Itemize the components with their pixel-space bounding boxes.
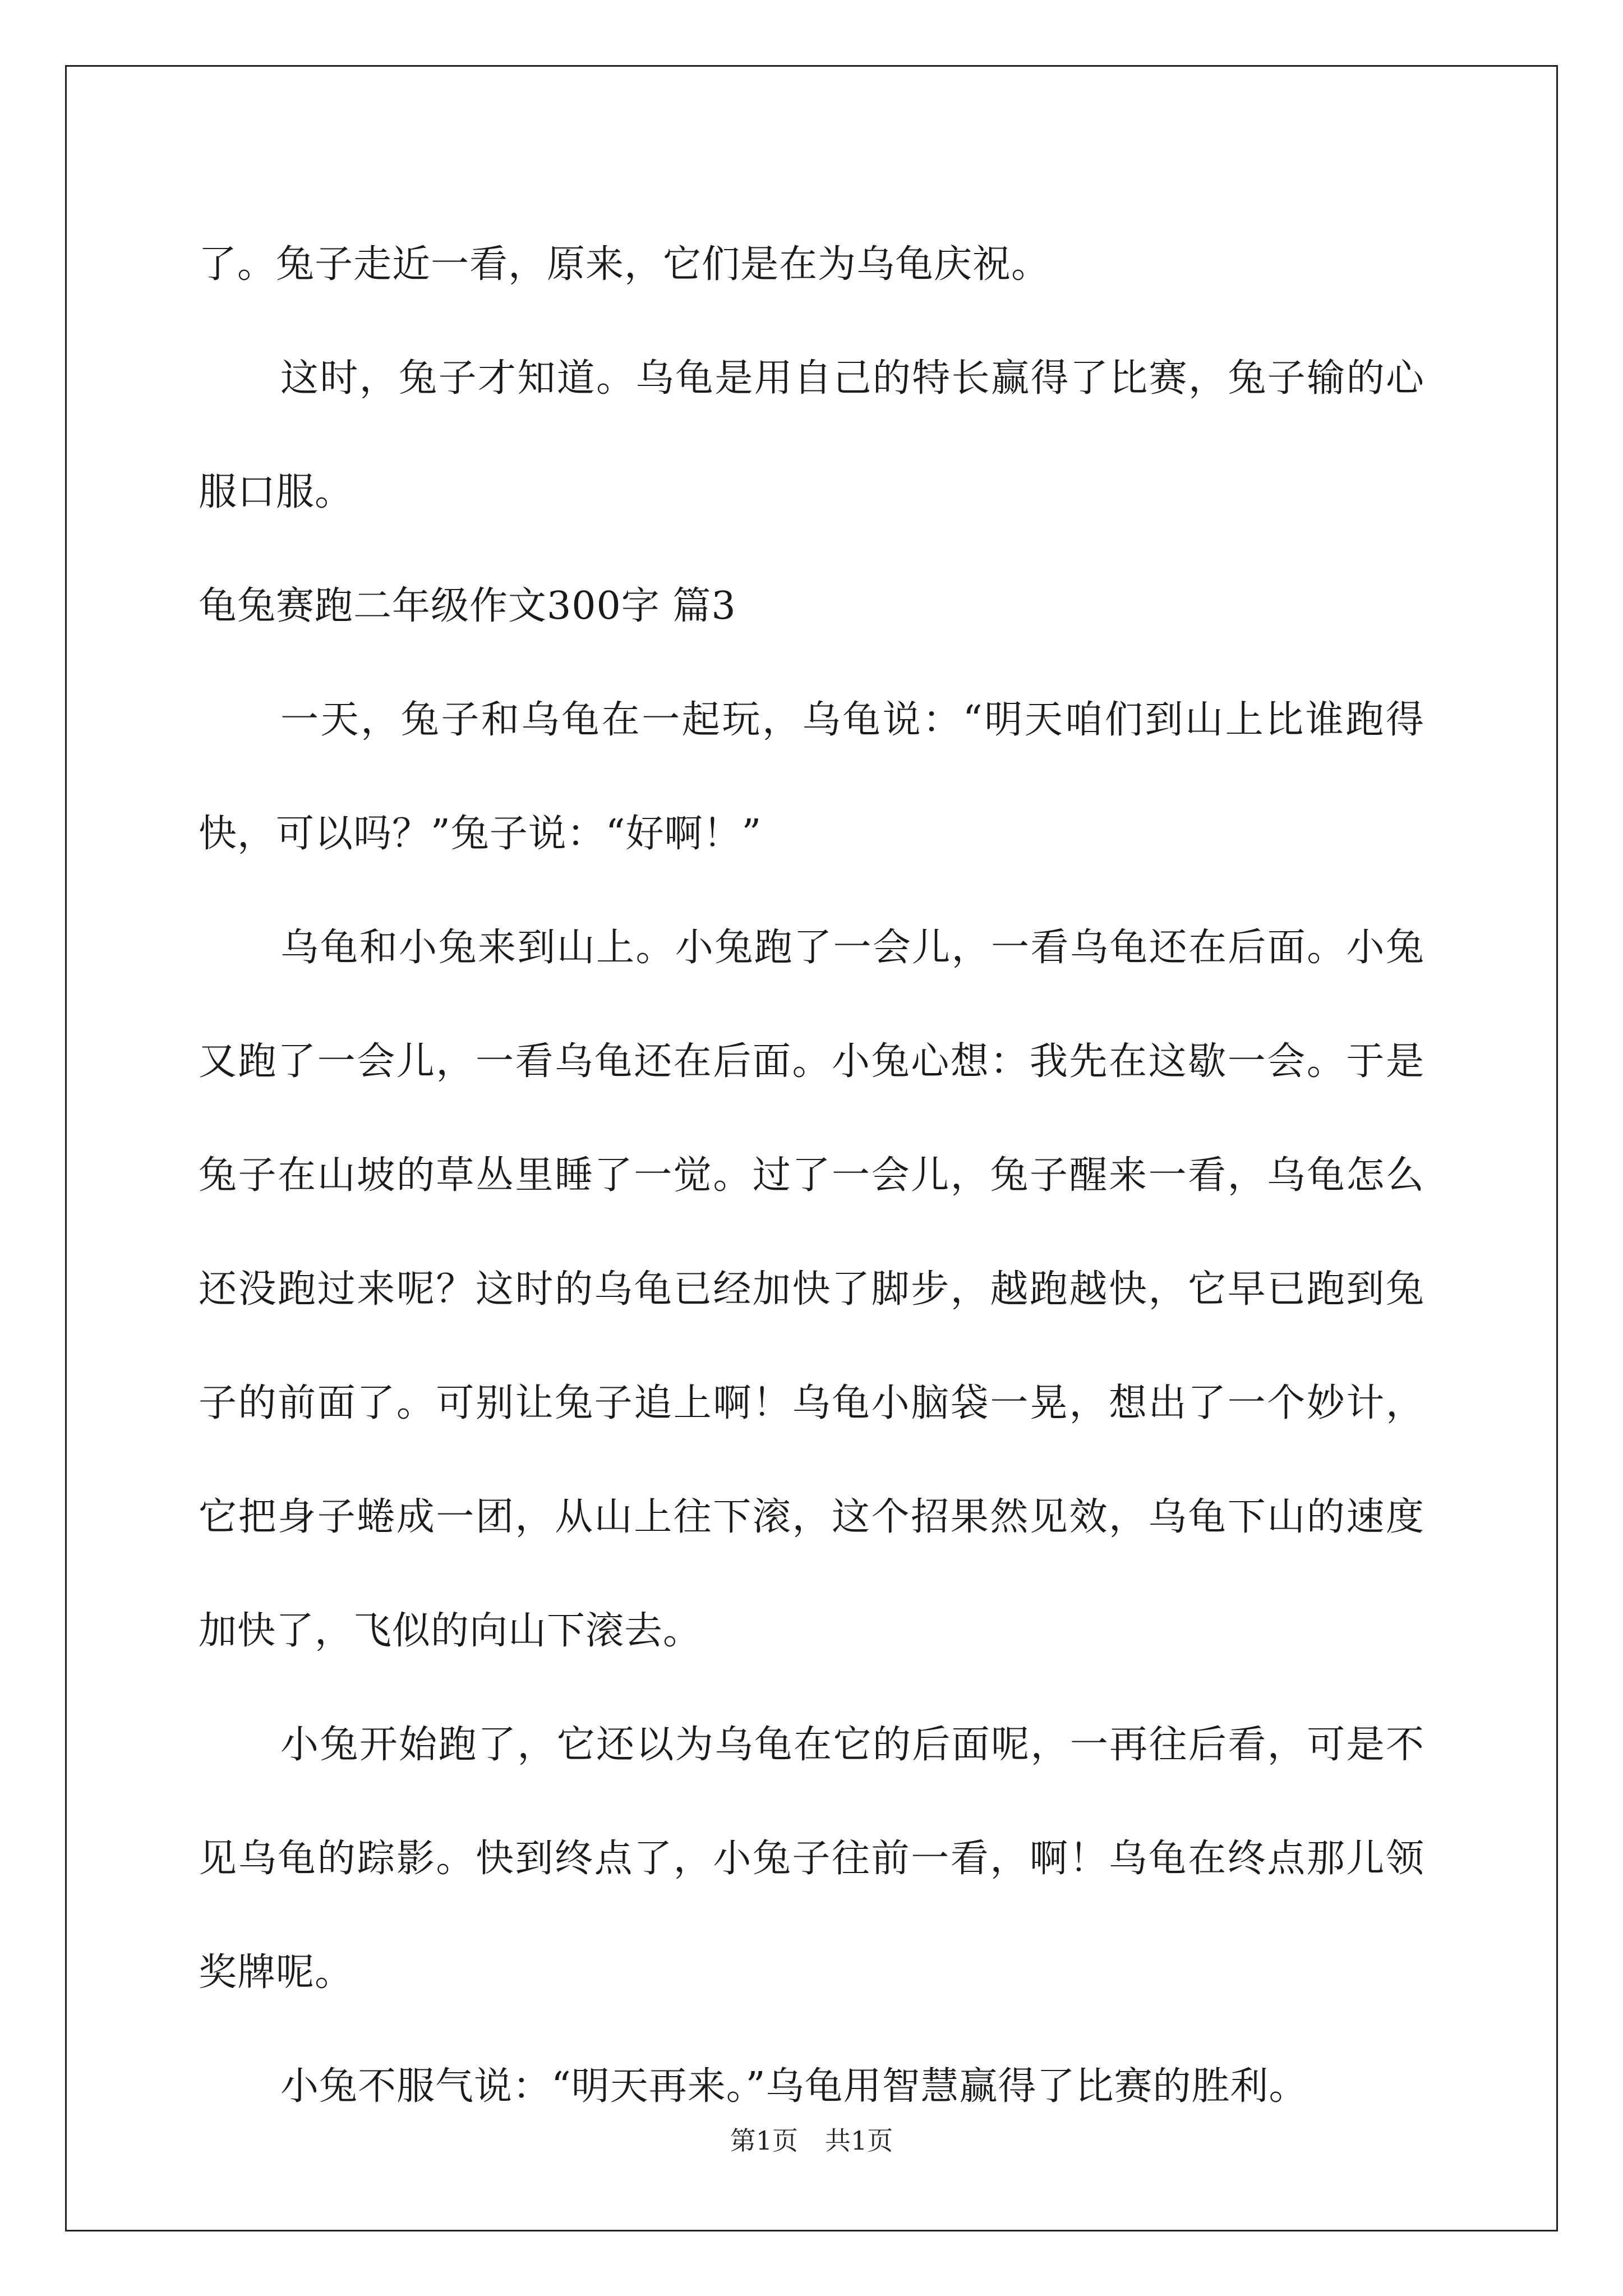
paragraph-5: 小兔开始跑了，它还以为乌龟在它的后面呢，一再往后看，可是不见乌龟的踪影。快到终点了，小兔子往前一看，啊！乌龟在终点那儿领奖牌呢。	[199, 1723, 1424, 1995]
paragraph-2: 这时，兔子才知道。乌龟是用自己的特长赢得了比赛，兔子输的心服口服。	[199, 356, 1424, 514]
paragraph-3: 一天，兔子和乌龟在一起玩，乌龟说：“明天咱们到山上比谁跑得快，可以吗？”兔子说：“好啊！”	[199, 698, 1424, 856]
paragraph-1: 了。兔子走近一看，原来，它们是在为乌龟庆祝。	[199, 242, 1050, 287]
page-number: 第1页	[730, 2125, 798, 2156]
section-heading: 龟兔赛跑二年级作文300字 篇3	[199, 584, 736, 628]
page-footer	[0, 2120, 1623, 2157]
page-total: 共1页	[825, 2125, 893, 2156]
document-body	[199, 208, 1424, 2143]
paragraph-4: 乌龟和小兔来到山上。小兔跑了一会儿，一看乌龟还在后面。小兔又跑了一会儿，一看乌龟还在后面。小兔心想：我先在这歇一会。于是兔子在山坡的草丛里睡了一觉。过了一会儿，兔子醒来一看，乌龟怎么还没跑过来呢？这时的乌龟已经加快了脚步，越跑越快，它早已跑到兔子的前面了。可别让兔子追上啊！乌龟小脑袋一晃，想出了一个妙计，它把身子蜷成一团，从山上往下滚，这个招果然见效，乌龟下山的速度加快了，飞似的向山下滚去。	[199, 926, 1424, 1653]
paragraph-6: 小兔不服气说：“明天再来。”乌龟用智慧赢得了比赛的胜利。	[280, 2064, 1308, 2109]
